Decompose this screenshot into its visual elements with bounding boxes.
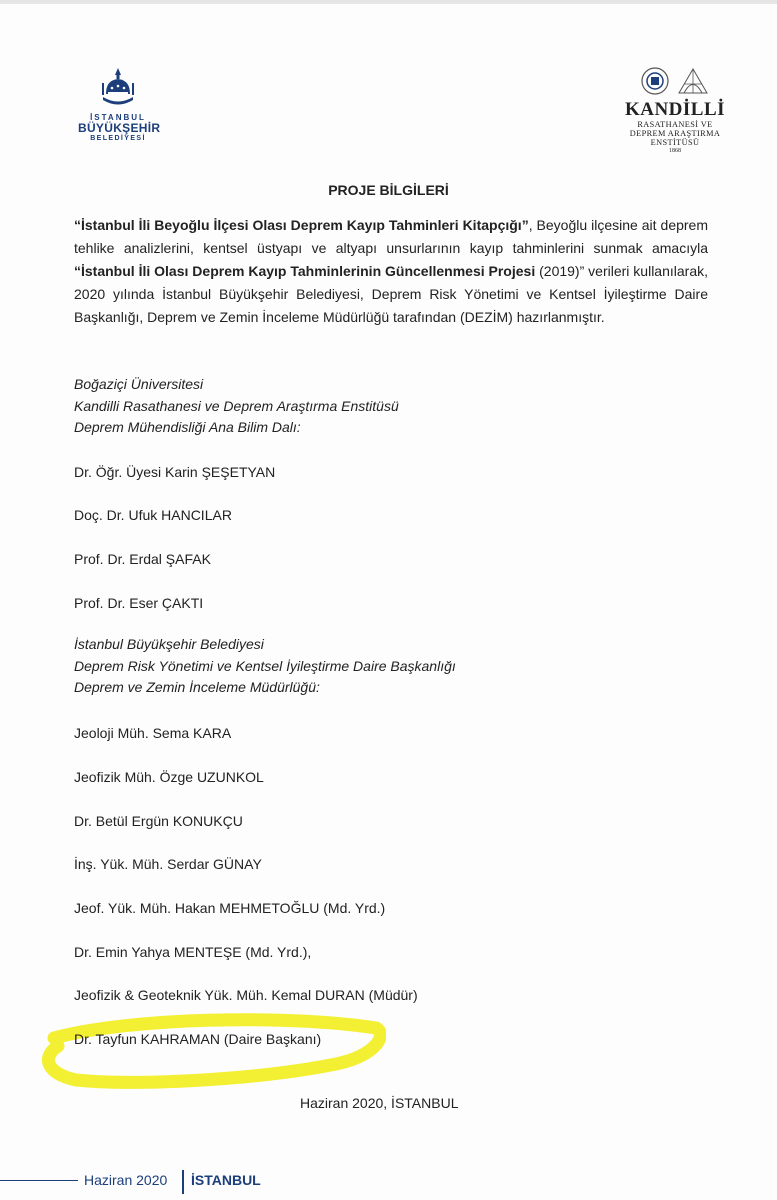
project-title: “İstanbul İli Olası Deprem Kayıp Tahminlerinin Güncellenmesi Projesi: [74, 263, 536, 279]
intro-paragraph: [74, 214, 708, 329]
document-date: Haziran 2020, İSTANBUL: [300, 1095, 459, 1111]
group2-member: Dr. Betül Ergün KONUKÇU: [74, 813, 243, 829]
group1-institute: Kandilli Rasathanesi ve Deprem Araştırma Enstitüsü: [74, 397, 399, 414]
group1-member: Prof. Dr. Erdal ŞAFAK: [74, 551, 211, 567]
ibb-logo-line2: BÜYÜKŞEHİR: [78, 121, 161, 135]
group2-member-highlighted: Dr. Tayfun KAHRAMAN (Daire Başkanı): [74, 1031, 322, 1047]
group2-department: Deprem Risk Yönetimi ve Kentsel İyileştirme Daire Başkanlığı: [74, 657, 456, 674]
group1-member: Doç. Dr. Ufuk HANCILAR: [74, 507, 232, 523]
group1-member: Prof. Dr. Eser ÇAKTI: [74, 595, 204, 611]
university-seal-icon: [640, 66, 670, 96]
group2-member: Jeoloji Müh. Sema KARA: [74, 725, 232, 741]
group2-member: Jeofizik Müh. Özge UZUNKOL: [74, 769, 264, 785]
group1-member: Dr. Öğr. Üyesi Karin ŞEŞETYAN: [74, 464, 276, 480]
kandilli-logo: [600, 66, 750, 154]
kandilli-logo-line3: DEPREM ARAŞTIRMA: [629, 129, 721, 138]
group2-member: Jeofizik & Geoteknik Yük. Müh. Kemal DURAN (Müdür): [74, 987, 418, 1003]
footer-separator: [182, 1170, 184, 1194]
group2-directorate: Deprem ve Zemin İnceleme Müdürlüğü:: [74, 679, 320, 695]
document-page: [0, 4, 777, 1200]
footer-date: Haziran 2020: [84, 1172, 168, 1188]
observatory-emblem-icon: [676, 66, 710, 96]
book-title: “İstanbul İli Beyoğlu İlçesi Olası Deprem Kayıp Tahminleri Kitapçığı”: [74, 217, 529, 233]
group2-member: Dr. Emin Yahya MENTEŞE (Md. Yrd.),: [74, 944, 312, 960]
intro-text-2: (2019)” verileri kullanılarak, 2020 yılında İstanbul Büyükşehir Belediyesi, Deprem Risk Yönetimi ve Kentsel İyileştirme Daire Başkanlığı, Deprem ve Zemin İnceleme Müdürlüğü tarafından (DEZİM) hazırlanmıştır.: [74, 263, 709, 325]
ibb-emblem-icon: [98, 66, 138, 106]
group1-department: Deprem Mühendisliği Ana Bilim Dalı:: [74, 419, 301, 435]
kandilli-logo-line4: ENSTİTÜSÜ: [650, 138, 700, 147]
footer-rule: [0, 1180, 78, 1181]
page-footer: [0, 1170, 777, 1200]
group2-member: Jeof. Yük. Müh. Hakan MEHMETOĞLU (Md. Yrd.): [74, 900, 386, 916]
group1-institution: Boğaziçi Üniversitesi: [74, 376, 204, 392]
group2-member: İnş. Yük. Müh. Serdar GÜNAY: [74, 856, 262, 872]
kandilli-logo-line2: RASATHANESİ VE: [637, 120, 713, 129]
intro-text-1: , Beyoğlu ilçesine ait deprem tehlike analizlerini, kentsel üstyapı ve altyapı unsurlarının kayıp tahminlerini sunmak amacıyla: [74, 217, 708, 256]
ibb-logo-line3: BELEDİYESİ: [90, 135, 146, 142]
ibb-logo-line1: İSTANBUL: [90, 113, 146, 122]
ibb-logo: [78, 66, 161, 142]
kandilli-logo-year: 1868: [669, 148, 681, 154]
group2-institution: İstanbul Büyükşehir Belediyesi: [74, 636, 264, 652]
yellow-highlight-mark: [36, 1010, 386, 1092]
kandilli-logo-name: KANDİLLİ: [624, 99, 726, 120]
footer-city: İSTANBUL: [191, 1172, 261, 1188]
document-title: PROJE BİLGİLERİ: [328, 182, 449, 198]
